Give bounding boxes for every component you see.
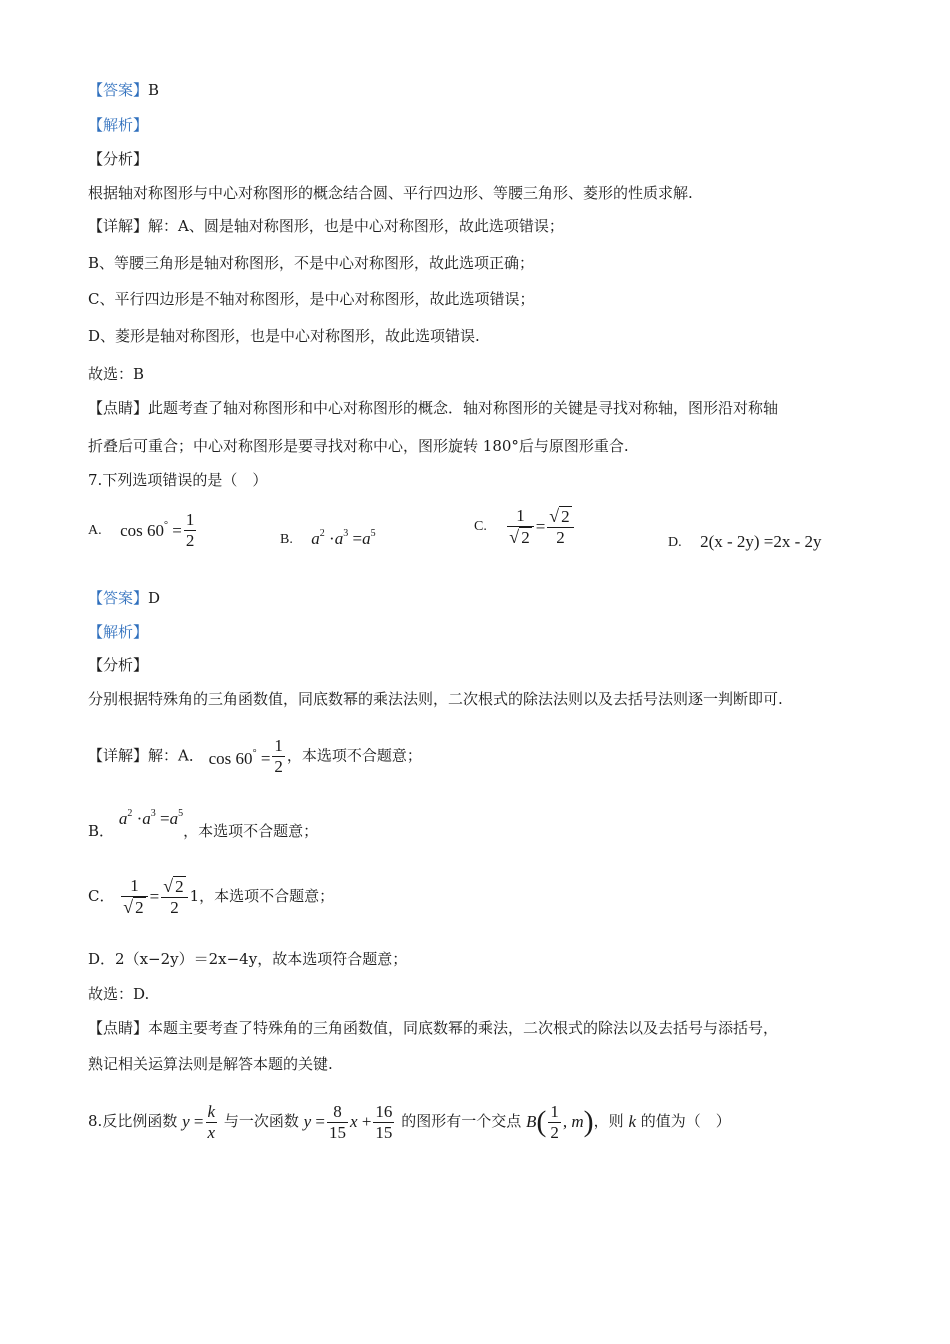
question-number: 7. (88, 471, 103, 489)
fraction-one-half: $\frac{1}{2}$ (550, 1101, 559, 1142)
q6-detail-a (88, 216, 564, 236)
option-label: C. (474, 519, 487, 534)
detail-post: ，本选项不合题意； (286, 746, 422, 765)
detail-post: ，本选项不合题意； (183, 822, 319, 840)
bracket-expression: 2(x - 2y) =2x - 2y (700, 532, 822, 551)
q6-fenxi: 【分析】 (88, 150, 149, 168)
answer-tag: 【答案】 (88, 81, 149, 99)
dianjing-text: 本题主要考查了特殊角的三角函数值，同底数幂的乘法，二次根式的除法以及去括号与添括号， (148, 1019, 779, 1037)
q6-jiexi: 【解析】 (88, 116, 149, 134)
var-y: y (182, 1112, 190, 1131)
q7-option-c: C. $\frac{1}{√ 2}$ = $\frac{√ 2}{2}$ (474, 506, 576, 548)
stem-part: 的图形有一个交点 (401, 1112, 522, 1130)
q7-detail-d: D．2（x−2y）＝2x−4y，故本选项符合题意； (88, 950, 408, 968)
q7-detail-a (88, 734, 422, 779)
var-y: y (303, 1112, 312, 1131)
question-number: 8. (88, 1112, 103, 1130)
q7-stem (88, 470, 267, 490)
left-paren: ( (536, 1105, 547, 1138)
dianjing-tag: 【点睛】 (88, 1019, 149, 1037)
stem-part: ，则 (593, 1112, 624, 1130)
q8-stem: 8.反比例函数 y = $\frac{k}{x}$ 与一次函数 y = $\frac{8}{15}$ x + $\frac{16}{15}$ 的图形有一个交点 B( $\frac{1}{2}$ , m)，则 k 的值为（ ） (88, 1101, 731, 1142)
q7-dianjing-1 (88, 1018, 778, 1038)
question-text: 下列选项错误的是（ ） (102, 471, 268, 489)
detail-tag: 【详解】 (88, 217, 149, 235)
power-expression: $a^2 \cdot a^3 =a^5$ (311, 528, 376, 548)
var-k: k (628, 1112, 636, 1131)
fraction-k-over-x: $\frac{k}{x}$ (207, 1101, 216, 1142)
detail-tag: 【详解】 (88, 746, 149, 765)
stem-part: 与一次函数 (223, 1112, 299, 1130)
fraction-one-over-root2: $\frac{1}{√ 2}$ (507, 506, 533, 548)
fraction-16-over-15: $\frac{16}{15}$ (375, 1101, 393, 1142)
fraction-one-half: $\frac{1}{2}$ (185, 510, 195, 550)
option-label: B. (280, 532, 293, 547)
q7-dianjing-2: 熟记相关运算法则是解答本题的关键. (88, 1055, 333, 1073)
q6-choose: 故选：B (88, 365, 145, 383)
fraction-8-over-15: $\frac{8}{15}$ (329, 1101, 347, 1142)
cos-expression: cos 60° = (120, 520, 182, 540)
right-paren: ) (583, 1105, 594, 1138)
q7-choose: 故选：D. (88, 985, 150, 1003)
q7-jiexi: 【解析】 (88, 623, 149, 641)
fraction-one-over-root2: $\frac{1}{√ 2}$ (121, 876, 147, 918)
q7-detail-c: C． $\frac{1}{√ 2}$ = $\frac{√ 2}{2}$ 1，本选项不合题意； (88, 876, 335, 917)
q7-option-a (88, 510, 198, 551)
q7-analysis: 分别根据特殊角的三角函数值，同底数幂的乘法法则，二次根式的除法法则以及去括号法则逐一判断即可. (88, 690, 783, 708)
fraction-root2-over-2: $\frac{√ 2}{2}$ (547, 506, 573, 548)
q7-detail-b (88, 806, 318, 851)
q6-detail-c: C、平行四边形是不轴对称图形，是中心对称图形，故此选项错误； (88, 290, 535, 308)
power-expression: $a^2 \cdot a^3 =a^5$ (118, 808, 184, 828)
answer-value: B (148, 81, 160, 99)
dianjing-text: 此题考查了轴对称图形和中心对称图形的概念．轴对称图形的关键是寻找对称轴，图形沿对称轴 (148, 399, 779, 417)
q7-option-d (668, 532, 822, 552)
stem-part: 的值为（ ） (640, 1112, 731, 1130)
detail-post: 1，本选项不合题意； (189, 887, 335, 905)
q6-detail-b: B、等腰三角形是轴对称图形，不是中心对称图形，故此选项正确； (88, 254, 535, 272)
option-label: A. (88, 522, 102, 538)
fraction-one-half: $\frac{1}{2}$ (274, 736, 283, 776)
q6-analysis: 根据轴对称图形与中心对称图形的概念结合圆、平行四边形、等腰三角形、菱形的性质求解. (88, 184, 693, 202)
q6-dianjing-1 (88, 398, 778, 418)
option-label: D. (668, 535, 682, 550)
answer-tag: 【答案】 (88, 589, 149, 607)
detail-pre: B． (88, 822, 115, 840)
detail-pre: C． (88, 887, 115, 905)
q7-option-b (280, 528, 376, 549)
q6-detail-d: D、菱形是轴对称图形，也是中心对称图形，故此选项错误. (88, 327, 480, 345)
q7-answer-line (88, 588, 160, 608)
detail-text: 解：A、圆是轴对称图形，也是中心对称图形，故此选项错误； (148, 217, 564, 235)
stem-part: 反比例函数 (102, 1112, 178, 1130)
q6-dianjing-2: 折叠后可重合；中心对称图形是要寻找对称中心，图形旋转 180°后与原图形重合. (88, 437, 629, 455)
q6-answer-line (88, 80, 159, 100)
q7-fenxi: 【分析】 (88, 656, 149, 674)
cos-expression: cos 60° = (208, 748, 271, 768)
answer-value: D (148, 589, 161, 607)
point-b: B (525, 1112, 537, 1131)
dianjing-tag: 【点睛】 (88, 399, 149, 417)
fraction-root2-over-2: $\frac{√ 2}{2}$ (161, 876, 187, 918)
detail-pre: 解：A． (148, 746, 204, 765)
